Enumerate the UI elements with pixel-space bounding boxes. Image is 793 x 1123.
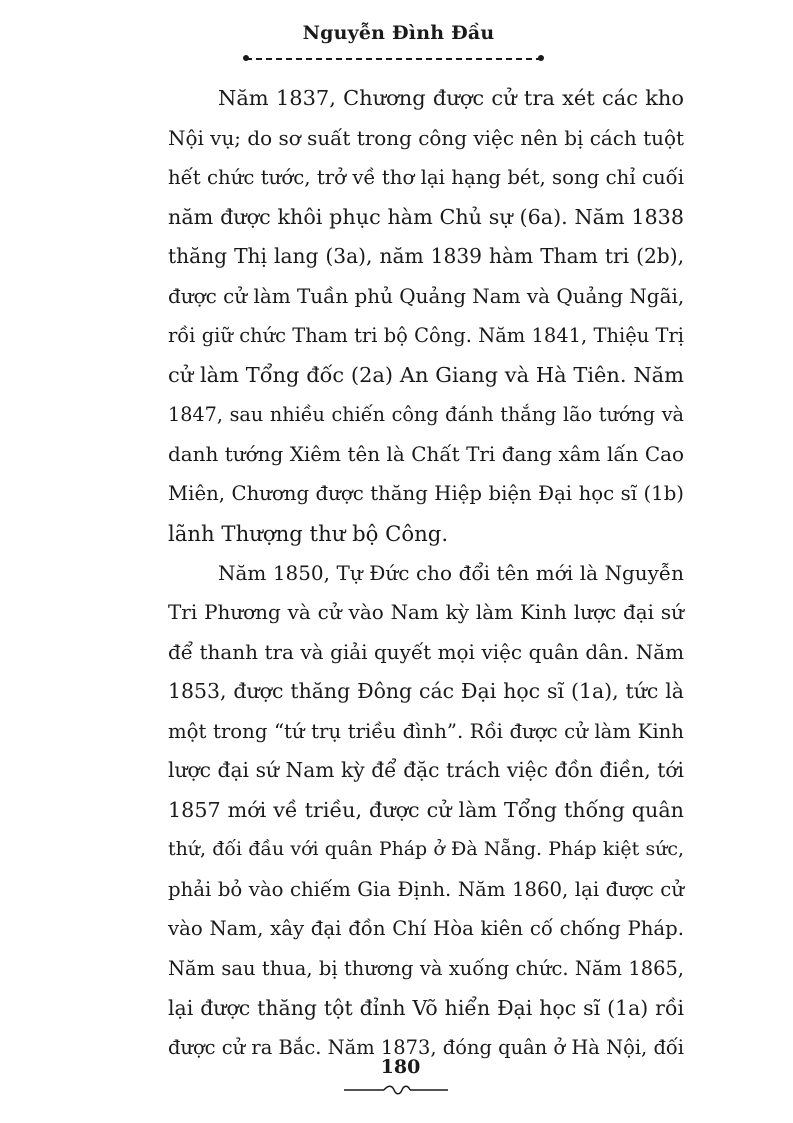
paragraph-2 xyxy=(118,554,684,1068)
text-line: phải bỏ vào chiếm Gia Định. Năm 1860, lại được cử xyxy=(168,877,684,901)
text-line: được cử ra Bắc. Năm 1873, đóng quân ở Hà Nội, đối xyxy=(168,1036,684,1060)
footer-ornament-icon xyxy=(344,1085,448,1095)
text-line: vào Nam, xây đại đồn Chí Hòa kiên cố chống Pháp. xyxy=(168,917,684,941)
text-line: hết chức tước, trở về thơ lại hạng bét, song chỉ cuối xyxy=(168,166,684,190)
text-line: Năm 1837, Chương được cử tra xét các kho xyxy=(218,86,684,110)
text-line: thăng Thị lang (3a), năm 1839 hàm Tham tri (2b), xyxy=(168,244,684,269)
text-line: danh tướng Xiêm tên là Chất Tri đang xâm lấn Cao xyxy=(168,441,684,466)
body-text xyxy=(118,79,684,1068)
author-name: Nguyễn Đình Đầu xyxy=(302,22,495,44)
text-line: lại được thăng tột đỉnh Võ hiển Đại học sĩ (1a) rồi xyxy=(168,995,684,1020)
paragraph-1 xyxy=(118,79,684,554)
running-header xyxy=(0,22,793,44)
text-line: Năm sau thua, bị thương và xuống chức. Năm 1865, xyxy=(168,957,684,981)
text-line: lược đại sứ Nam kỳ để đặc trách việc đồn điền, tới xyxy=(168,758,684,783)
text-line: 1847, sau nhiều chiến công đánh thắng lão tướng và xyxy=(168,403,684,427)
text-line: rồi giữ chức Tham tri bộ Công. Năm 1841, Thiệu Trị xyxy=(168,324,684,348)
text-line: năm được khôi phục hàm Chủ sự (6a). Năm 1838 xyxy=(168,204,684,229)
text-line: lãnh Thượng thư bộ Công. xyxy=(168,521,449,547)
page-number: 180 xyxy=(380,1056,421,1078)
text-line: thứ, đối đầu với quân Pháp ở Đà Nẵng. Pháp kiệt sức, xyxy=(168,838,684,861)
text-line: cử làm Tổng đốc (2a) An Giang và Hà Tiên. Năm xyxy=(168,362,684,387)
text-line: Nội vụ; do sơ suất trong công việc nên bị cách tuột xyxy=(168,125,684,150)
text-line: 1853, được thăng Đông các Đại học sĩ (1a), tức là xyxy=(168,679,684,704)
text-line: 1857 mới về triều, được cử làm Tổng thống quân xyxy=(168,797,684,822)
text-line: một trong “tứ trụ triều đình”. Rồi được cử làm Kinh xyxy=(168,719,684,743)
text-line: Miên, Chương được thăng Hiệp biện Đại học sĩ (1b) xyxy=(168,482,684,506)
text-line: để thanh tra và giải quyết mọi việc quân dân. Năm xyxy=(168,639,684,664)
header-rule-dot-right xyxy=(538,55,544,61)
text-line: được cử làm Tuần phủ Quảng Nam và Quảng Ngãi, xyxy=(168,283,685,308)
text-line: Tri Phương và cử vào Nam kỳ làm Kinh lược đại sứ xyxy=(168,600,684,625)
header-rule xyxy=(246,58,542,60)
page-footer xyxy=(0,1056,793,1078)
text-line: Năm 1850, Tự Đức cho đổi tên mới là Nguyễn xyxy=(218,560,684,585)
